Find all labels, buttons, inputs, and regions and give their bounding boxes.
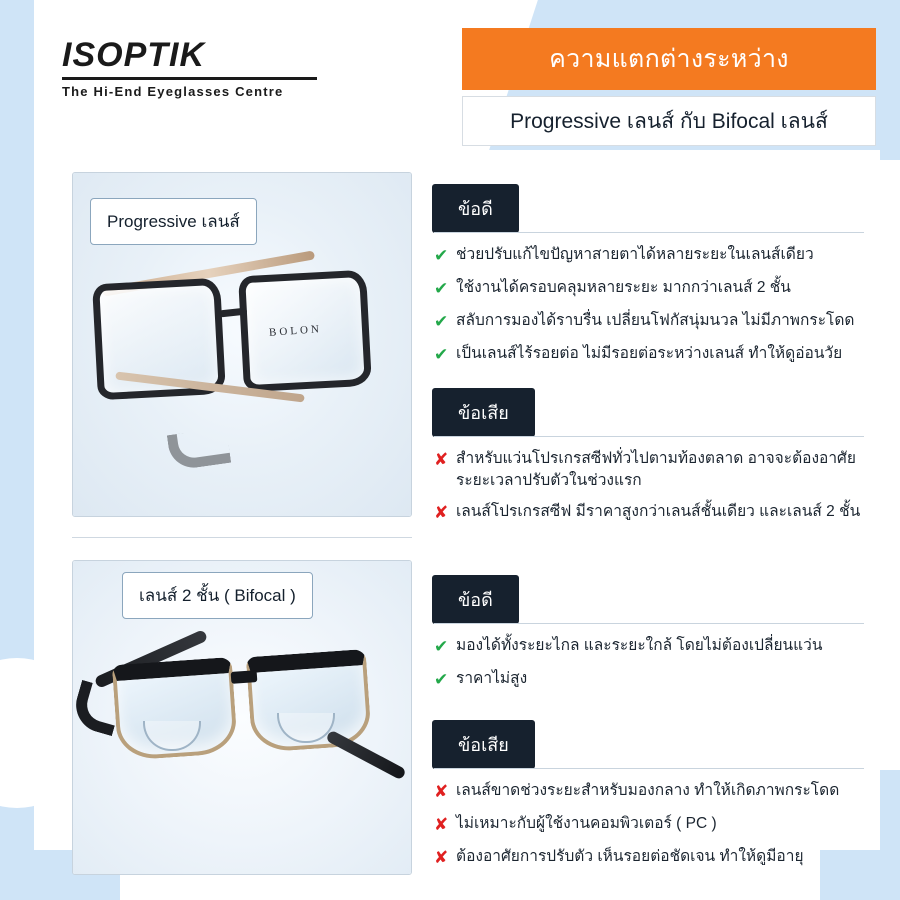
bifocal-cons-heading: ข้อเสีย xyxy=(432,720,535,769)
logo-divider xyxy=(62,77,317,80)
list-item-text: ราคาไม่สูง xyxy=(456,669,528,687)
cross-icon: ✘ xyxy=(434,503,449,522)
section-rule xyxy=(434,232,864,233)
list-item xyxy=(434,501,874,525)
progressive-cons-list xyxy=(434,448,874,534)
list-item-text: สำหรับแว่นโปรเกรสซีฟทั่วไปตามท้องตลาด อาจจะต้องอาศัยระยะเวลาปรับตัวในช่วงแรก xyxy=(456,450,856,489)
cross-icon: ✘ xyxy=(434,782,449,801)
cross-icon: ✘ xyxy=(434,814,449,834)
bridge-icon xyxy=(231,670,258,684)
list-item-text: ใช้งานได้ครอบคลุมหลายระยะ มากกว่าเลนส์ 2 ชั้น xyxy=(456,278,791,296)
earpiece-icon xyxy=(167,427,231,471)
list-item-text: มองได้ทั้งระยะไกล และระยะใกล้ โดยไม่ต้องเปลี่ยนแว่น xyxy=(456,637,823,654)
list-item-text: ไม่เหมาะกับผู้ใช้งานคอมพิวเตอร์ ( PC ) xyxy=(456,814,717,832)
bifocal-pros-list xyxy=(434,635,874,701)
progressive-pros-list xyxy=(434,244,874,376)
list-item xyxy=(434,448,874,492)
photo-divider xyxy=(72,537,412,538)
bifocal-photo-label: เลนส์ 2 ชั้น ( Bifocal ) xyxy=(122,572,313,619)
section-rule xyxy=(434,768,864,769)
list-item xyxy=(434,343,874,367)
bifocal-cons-list xyxy=(434,780,874,879)
list-item-text: เป็นเลนส์ไร้รอยต่อ ไม่มีรอยต่อระหว่างเลนส์ ทำให้ดูอ่อนวัย xyxy=(456,344,843,362)
list-item-text: สลับการมองได้ราบรื่น เปลี่ยนโฟกัสนุ่มนวล ไม่มีภาพกระโดด xyxy=(456,311,855,329)
bifocal-pros-heading: ข้อดี xyxy=(432,575,519,624)
section-rule xyxy=(434,623,864,624)
check-icon: ✔ xyxy=(434,344,449,364)
brand-logo xyxy=(62,38,392,99)
list-item-text: ช่วยปรับแก้ไขปัญหาสายตาได้หลายระยะในเลนส์เดียว xyxy=(456,246,814,263)
progressive-pros-heading: ข้อดี xyxy=(432,184,519,233)
list-item-text: เลนส์โปรเกรสซีฟ มีราคาสูงกว่าเลนส์ชั้นเดียว และเลนส์ 2 ชั้น xyxy=(456,503,861,520)
list-item xyxy=(434,244,874,268)
progressive-photo-label: Progressive เลนส์ xyxy=(90,198,257,245)
list-item xyxy=(434,780,874,804)
page-subtitle: Progressive เลนส์ กับ Bifocal เลนส์ xyxy=(462,96,876,146)
check-icon: ✔ xyxy=(434,246,449,265)
cross-icon: ✘ xyxy=(434,450,449,469)
list-item xyxy=(434,310,874,334)
list-item-text: ต้องอาศัยการปรับตัว เห็นรอยต่อชัดเจน ทำให้ดูมีอายุ xyxy=(456,847,804,865)
brand-name: ISOPTIK xyxy=(62,36,206,74)
brand-tagline: The Hi-End Eyeglasses Centre xyxy=(62,84,284,99)
temple-arm-secondary-icon xyxy=(325,730,407,781)
list-item xyxy=(434,846,874,870)
check-icon: ✔ xyxy=(434,669,449,689)
page-title: ความแตกต่างระหว่าง xyxy=(462,28,876,90)
cross-icon: ✘ xyxy=(434,847,449,867)
frame-brand-text: BOLON xyxy=(268,323,323,339)
check-icon: ✔ xyxy=(434,278,449,298)
list-item xyxy=(434,277,874,301)
list-item xyxy=(434,668,874,692)
progressive-cons-heading: ข้อเสีย xyxy=(432,388,535,437)
section-rule xyxy=(434,436,864,437)
list-item xyxy=(434,813,874,837)
check-icon: ✔ xyxy=(434,637,449,656)
check-icon: ✔ xyxy=(434,311,449,331)
list-item-text: เลนส์ขาดช่วงระยะสำหรับมองกลาง ทำให้เกิดภาพกระโดด xyxy=(456,782,840,799)
list-item xyxy=(434,635,874,659)
